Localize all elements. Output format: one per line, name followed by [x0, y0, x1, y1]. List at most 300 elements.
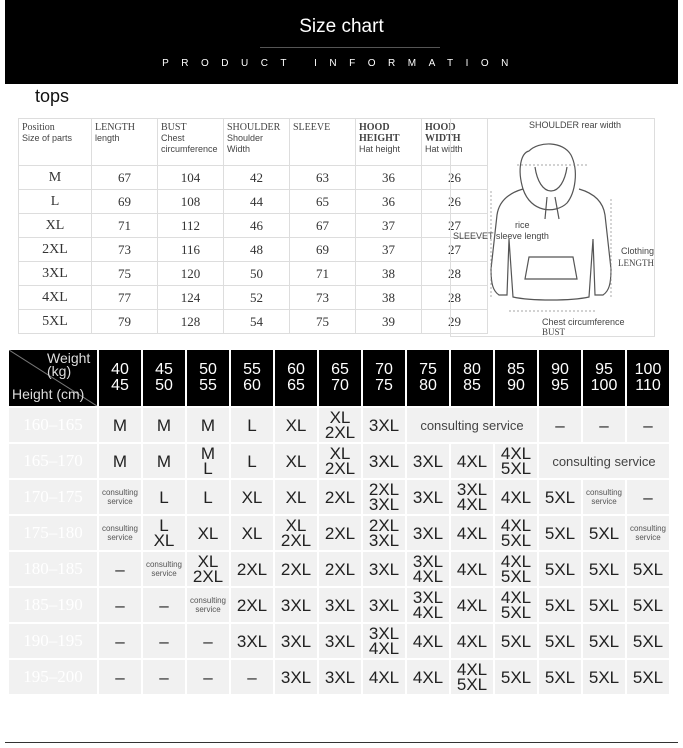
- measure-cell: 27: [422, 238, 488, 262]
- weight-max: 70: [331, 377, 349, 394]
- measure-cell: 79: [92, 310, 158, 334]
- size-cell: 4XL: [19, 286, 92, 310]
- size-value: 4XL: [500, 552, 532, 571]
- size-cell: [451, 660, 493, 694]
- size-value: 5XL: [500, 459, 532, 478]
- tops-header-sub: length: [95, 133, 120, 143]
- tops-header-en: BUST: [161, 122, 187, 133]
- size-value: 3XL: [368, 595, 400, 615]
- size-value: 5XL: [632, 559, 664, 579]
- measure-cell: 75: [92, 262, 158, 286]
- size-cell: [539, 588, 581, 622]
- weight-max: 90: [507, 377, 525, 394]
- table-row: [9, 516, 669, 550]
- size-cell: [319, 516, 361, 550]
- size-value: –: [599, 415, 609, 435]
- tops-header-shoulder: [224, 119, 290, 166]
- consulting-service-cell: consulting service: [99, 480, 141, 514]
- size-value: 3XL: [324, 667, 356, 687]
- measure-cell: 71: [290, 262, 356, 286]
- size-cell: [407, 624, 449, 658]
- tops-header-position: [19, 119, 92, 166]
- weight-header: [495, 350, 537, 406]
- size-cell: [231, 624, 273, 658]
- table-row: [19, 310, 488, 334]
- size-cell: [539, 408, 581, 442]
- size-cell: [539, 516, 581, 550]
- table-row: [9, 444, 669, 478]
- height-range-cell: 175–180: [9, 516, 97, 550]
- size-value: –: [643, 415, 653, 435]
- size-cell: [99, 588, 141, 622]
- table-row: [19, 262, 488, 286]
- weight-max: 80: [419, 377, 437, 394]
- tops-label: tops: [35, 86, 70, 106]
- size-value: 5XL: [632, 631, 664, 651]
- size-cell: [583, 624, 625, 658]
- weight-min: 75: [419, 361, 437, 378]
- weight-height-size-table: [7, 348, 671, 696]
- size-value: L: [203, 487, 213, 507]
- size-cell: [627, 588, 669, 622]
- size-value: M: [156, 415, 172, 435]
- size-cell: [143, 588, 185, 622]
- size-value: 3XL: [368, 531, 400, 550]
- size-cell: [495, 552, 537, 586]
- size-value: L: [159, 487, 169, 507]
- size-value: 2XL: [192, 567, 224, 586]
- bust-label: BUST: [542, 327, 566, 337]
- measure-cell: 73: [92, 238, 158, 262]
- weight-max: 85: [463, 377, 481, 394]
- size-cell: [143, 660, 185, 694]
- size-value: 5XL: [500, 667, 532, 687]
- size-cell: [99, 660, 141, 694]
- size-cell: [275, 444, 317, 478]
- height-range-cell: 180–185: [9, 552, 97, 586]
- size-value: 4XL: [456, 595, 488, 615]
- size-value: 3XL: [412, 451, 444, 471]
- tops-header-sub: Hat width: [425, 144, 463, 154]
- size-value: 5XL: [500, 567, 532, 586]
- size-value: –: [203, 667, 213, 687]
- sleeve-label: SLEEVET sleeve length: [453, 231, 549, 241]
- size-value: XL: [241, 487, 263, 507]
- size-cell: [231, 480, 273, 514]
- tops-header-en: Position: [22, 122, 55, 133]
- height-axis-label: Height (cm): [12, 386, 85, 402]
- weight-max: 45: [111, 377, 129, 394]
- size-value: 4XL: [368, 639, 400, 658]
- table-row: [9, 552, 669, 586]
- consulting-service-cell: consulting service: [187, 588, 229, 622]
- tops-header-sub: Shoulder Width: [227, 133, 264, 154]
- size-cell: M: [19, 166, 92, 190]
- measure-cell: 124: [158, 286, 224, 310]
- size-value: 5XL: [544, 523, 576, 543]
- size-value: –: [203, 631, 213, 651]
- size-value: 3XL: [368, 624, 400, 643]
- size-cell: [319, 588, 361, 622]
- measure-cell: 38: [356, 286, 422, 310]
- measure-cell: 28: [422, 262, 488, 286]
- measure-cell: 63: [290, 166, 356, 190]
- size-value: 2XL: [368, 516, 400, 535]
- size-value: 3XL: [280, 595, 312, 615]
- size-cell: [583, 552, 625, 586]
- measure-cell: 38: [356, 262, 422, 286]
- size-cell: [187, 516, 229, 550]
- weight-header: [451, 350, 493, 406]
- size-value: 5XL: [588, 523, 620, 543]
- size-cell: [143, 516, 185, 550]
- measure-cell: 116: [158, 238, 224, 262]
- size-cell: [583, 660, 625, 694]
- tops-header-en: LENGTH: [95, 122, 135, 133]
- tops-header-en: SLEEVE: [293, 122, 331, 133]
- size-cell: [451, 516, 493, 550]
- size-value: L: [159, 516, 169, 535]
- size-value: L: [247, 451, 257, 471]
- size-value: 2XL: [324, 423, 356, 442]
- size-value: 2XL: [280, 559, 312, 579]
- size-value: 3XL: [368, 415, 400, 435]
- weight-max: 75: [375, 377, 393, 394]
- size-cell: [495, 660, 537, 694]
- hoodie-diagram: [450, 118, 655, 337]
- size-cell: [363, 660, 405, 694]
- size-value: 5XL: [544, 631, 576, 651]
- size-value: M: [200, 444, 216, 463]
- height-range-cell: 195–200: [9, 660, 97, 694]
- measure-cell: 26: [422, 190, 488, 214]
- size-value: M: [112, 451, 128, 471]
- measure-cell: 28: [422, 286, 488, 310]
- size-cell: [451, 444, 493, 478]
- size-cell: [275, 588, 317, 622]
- table-row: [19, 214, 488, 238]
- weight-header: [407, 350, 449, 406]
- size-value: 3XL: [412, 487, 444, 507]
- size-value: –: [159, 631, 169, 651]
- size-value: 4XL: [368, 667, 400, 687]
- height-range-cell: 165–170: [9, 444, 97, 478]
- weight-min: 40: [111, 361, 129, 378]
- size-value: 4XL: [456, 451, 488, 471]
- header-subtitle: PRODUCT INFORMATION: [162, 58, 521, 69]
- weight-max: 55: [199, 377, 217, 394]
- rice-label: rice: [515, 220, 530, 230]
- tops-header-en: SHOULDER: [227, 122, 281, 133]
- measure-cell: 50: [224, 262, 290, 286]
- size-cell: [319, 408, 361, 442]
- weight-max: 100: [590, 377, 618, 394]
- size-value: 5XL: [544, 487, 576, 507]
- size-cell: [627, 480, 669, 514]
- measure-cell: 36: [356, 166, 422, 190]
- height-range-cell: 160–165: [9, 408, 97, 442]
- size-cell: [187, 444, 229, 478]
- size-value: 5XL: [588, 667, 620, 687]
- size-value: XL: [197, 523, 219, 543]
- weight-header: [143, 350, 185, 406]
- size-value: M: [112, 415, 128, 435]
- size-value: M: [200, 415, 216, 435]
- size-cell: [319, 552, 361, 586]
- size-value: XL: [241, 523, 263, 543]
- size-cell: [407, 588, 449, 622]
- measure-cell: 65: [290, 190, 356, 214]
- weight-max: 60: [243, 377, 261, 394]
- page-title: Size chart: [299, 16, 384, 37]
- size-value: XL: [329, 408, 351, 427]
- weight-max: 50: [155, 377, 173, 394]
- measure-cell: 69: [92, 190, 158, 214]
- size-value: 2XL: [324, 459, 356, 478]
- size-value: 4XL: [500, 516, 532, 535]
- size-value: XL: [329, 444, 351, 463]
- size-cell: [231, 408, 273, 442]
- size-cell: [451, 480, 493, 514]
- size-value: 4XL: [412, 567, 444, 586]
- consulting-service-cell: consulting service: [539, 444, 669, 478]
- table-row: [19, 286, 488, 310]
- size-value: –: [115, 559, 125, 579]
- measure-cell: 42: [224, 166, 290, 190]
- weight-header: [583, 350, 625, 406]
- size-cell: [627, 408, 669, 442]
- size-cell: [187, 408, 229, 442]
- height-range-cell: 170–175: [9, 480, 97, 514]
- size-cell: [143, 624, 185, 658]
- weight-min: 95: [595, 361, 613, 378]
- tops-header-sleeve: [290, 119, 356, 166]
- size-value: –: [159, 595, 169, 615]
- size-cell: [275, 552, 317, 586]
- size-value: –: [643, 487, 653, 507]
- size-cell: [583, 408, 625, 442]
- weight-min: 55: [243, 361, 261, 378]
- measure-cell: 37: [356, 238, 422, 262]
- size-value: 5XL: [500, 603, 532, 622]
- measure-cell: 54: [224, 310, 290, 334]
- size-value: L: [203, 459, 213, 478]
- size-value: 3XL: [412, 552, 444, 571]
- size-cell: [539, 660, 581, 694]
- size-value: 2XL: [236, 595, 268, 615]
- size-value: 5XL: [588, 559, 620, 579]
- size-value: 4XL: [500, 487, 532, 507]
- table-row: [9, 408, 669, 442]
- size-value: –: [115, 667, 125, 687]
- weight-header: [231, 350, 273, 406]
- weight-header: [627, 350, 669, 406]
- measure-cell: 77: [92, 286, 158, 310]
- size-value: 2XL: [236, 559, 268, 579]
- weight-max: 95: [551, 377, 569, 394]
- size-cell: [319, 480, 361, 514]
- height-range-cell: 185–190: [9, 588, 97, 622]
- size-value: XL: [285, 415, 307, 435]
- size-cell: XL: [19, 214, 92, 238]
- size-cell: [99, 624, 141, 658]
- size-cell: [495, 516, 537, 550]
- size-cell: [407, 660, 449, 694]
- size-cell: [187, 480, 229, 514]
- size-cell: [407, 552, 449, 586]
- measure-cell: 44: [224, 190, 290, 214]
- size-value: 4XL: [456, 559, 488, 579]
- size-cell: [99, 444, 141, 478]
- size-value: 5XL: [456, 675, 488, 694]
- size-cell: [539, 480, 581, 514]
- size-value: –: [159, 667, 169, 687]
- weight-min: 70: [375, 361, 393, 378]
- size-cell: [495, 588, 537, 622]
- hoodie-illustration: [451, 119, 654, 336]
- size-cell: [627, 552, 669, 586]
- size-cell: [231, 660, 273, 694]
- size-value: 3XL: [280, 631, 312, 651]
- weight-axis-label: Weight (kg): [47, 350, 91, 379]
- tops-header-bust: [158, 119, 224, 166]
- size-value: 4XL: [456, 631, 488, 651]
- measure-cell: 75: [290, 310, 356, 334]
- size-cell: [319, 444, 361, 478]
- size-value: 3XL: [280, 667, 312, 687]
- measure-cell: 26: [422, 166, 488, 190]
- weight-min: 90: [551, 361, 569, 378]
- size-value: 4XL: [456, 660, 488, 679]
- size-value: 2XL: [280, 531, 312, 550]
- size-value: –: [115, 595, 125, 615]
- measure-cell: 128: [158, 310, 224, 334]
- table-row: [9, 660, 669, 694]
- size-value: 3XL: [456, 480, 488, 499]
- size-cell: [231, 588, 273, 622]
- weight-header: [363, 350, 405, 406]
- size-value: M: [156, 451, 172, 471]
- weight-header: [187, 350, 229, 406]
- measure-cell: 71: [92, 214, 158, 238]
- weight-header: [319, 350, 361, 406]
- measure-cell: 104: [158, 166, 224, 190]
- tops-header-hood_height: [356, 119, 422, 166]
- size-cell: [451, 624, 493, 658]
- size-value: 5XL: [544, 667, 576, 687]
- weight-max: 65: [287, 377, 305, 394]
- measure-cell: 120: [158, 262, 224, 286]
- tops-header-en: HOOD HEIGHT: [359, 122, 400, 144]
- weight-header: [275, 350, 317, 406]
- size-cell: [495, 480, 537, 514]
- size-cell: [143, 408, 185, 442]
- measure-cell: 37: [356, 214, 422, 238]
- size-cell: [143, 480, 185, 514]
- tops-header-sub: Size of parts: [22, 133, 73, 143]
- size-value: 3XL: [368, 451, 400, 471]
- clothing-label: Clothing: [621, 246, 655, 256]
- measure-cell: 36: [356, 190, 422, 214]
- size-cell: [539, 624, 581, 658]
- shoulder-label: SHOULDER rear width: [529, 120, 622, 130]
- size-cell: [275, 660, 317, 694]
- corner-header: [9, 350, 97, 406]
- size-value: –: [247, 667, 257, 687]
- size-value: –: [555, 415, 565, 435]
- measure-cell: 67: [290, 214, 356, 238]
- size-value: 3XL: [368, 495, 400, 514]
- size-cell: [363, 444, 405, 478]
- size-cell: [187, 660, 229, 694]
- consulting-service-cell: consulting service: [627, 516, 669, 550]
- size-value: 5XL: [544, 559, 576, 579]
- weight-header: [99, 350, 141, 406]
- size-cell: [363, 588, 405, 622]
- measure-cell: 27: [422, 214, 488, 238]
- size-cell: [583, 588, 625, 622]
- size-cell: [583, 516, 625, 550]
- measure-cell: 46: [224, 214, 290, 238]
- consulting-service-cell: consulting service: [99, 516, 141, 550]
- size-cell: [275, 516, 317, 550]
- size-value: 4XL: [456, 523, 488, 543]
- size-cell: [99, 408, 141, 442]
- size-cell: [319, 624, 361, 658]
- size-cell: [231, 444, 273, 478]
- size-value: 2XL: [368, 480, 400, 499]
- size-cell: [319, 660, 361, 694]
- size-value: 5XL: [500, 531, 532, 550]
- size-cell: [495, 444, 537, 478]
- weight-min: 85: [507, 361, 525, 378]
- size-cell: [363, 480, 405, 514]
- weight-min: 50: [199, 361, 217, 378]
- size-value: 5XL: [500, 631, 532, 651]
- size-cell: [539, 552, 581, 586]
- size-value: XL: [285, 487, 307, 507]
- weight-min: 60: [287, 361, 305, 378]
- consulting-service-cell: consulting service: [143, 552, 185, 586]
- size-cell: 3XL: [19, 262, 92, 286]
- size-cell: [363, 624, 405, 658]
- header-banner: [5, 0, 678, 84]
- size-value: 5XL: [588, 631, 620, 651]
- size-value: 4XL: [412, 631, 444, 651]
- size-cell: 5XL: [19, 310, 92, 334]
- table-row: [19, 238, 488, 262]
- tops-header-sub: Chest circumference: [161, 133, 218, 154]
- measure-cell: 69: [290, 238, 356, 262]
- chest-label: Chest circumference: [542, 317, 625, 327]
- size-cell: [99, 552, 141, 586]
- size-value: 3XL: [324, 631, 356, 651]
- size-cell: L: [19, 190, 92, 214]
- measure-cell: 29: [422, 310, 488, 334]
- tops-header-sub: Hat height: [359, 144, 401, 154]
- table-row: [19, 166, 488, 190]
- table-row: [9, 624, 669, 658]
- size-value: 2XL: [324, 523, 356, 543]
- measure-cell: 67: [92, 166, 158, 190]
- size-cell: [627, 660, 669, 694]
- size-cell: [187, 624, 229, 658]
- size-cell: [275, 408, 317, 442]
- measure-cell: 73: [290, 286, 356, 310]
- size-value: 3XL: [236, 631, 268, 651]
- measure-cell: 108: [158, 190, 224, 214]
- weight-min: 65: [331, 361, 349, 378]
